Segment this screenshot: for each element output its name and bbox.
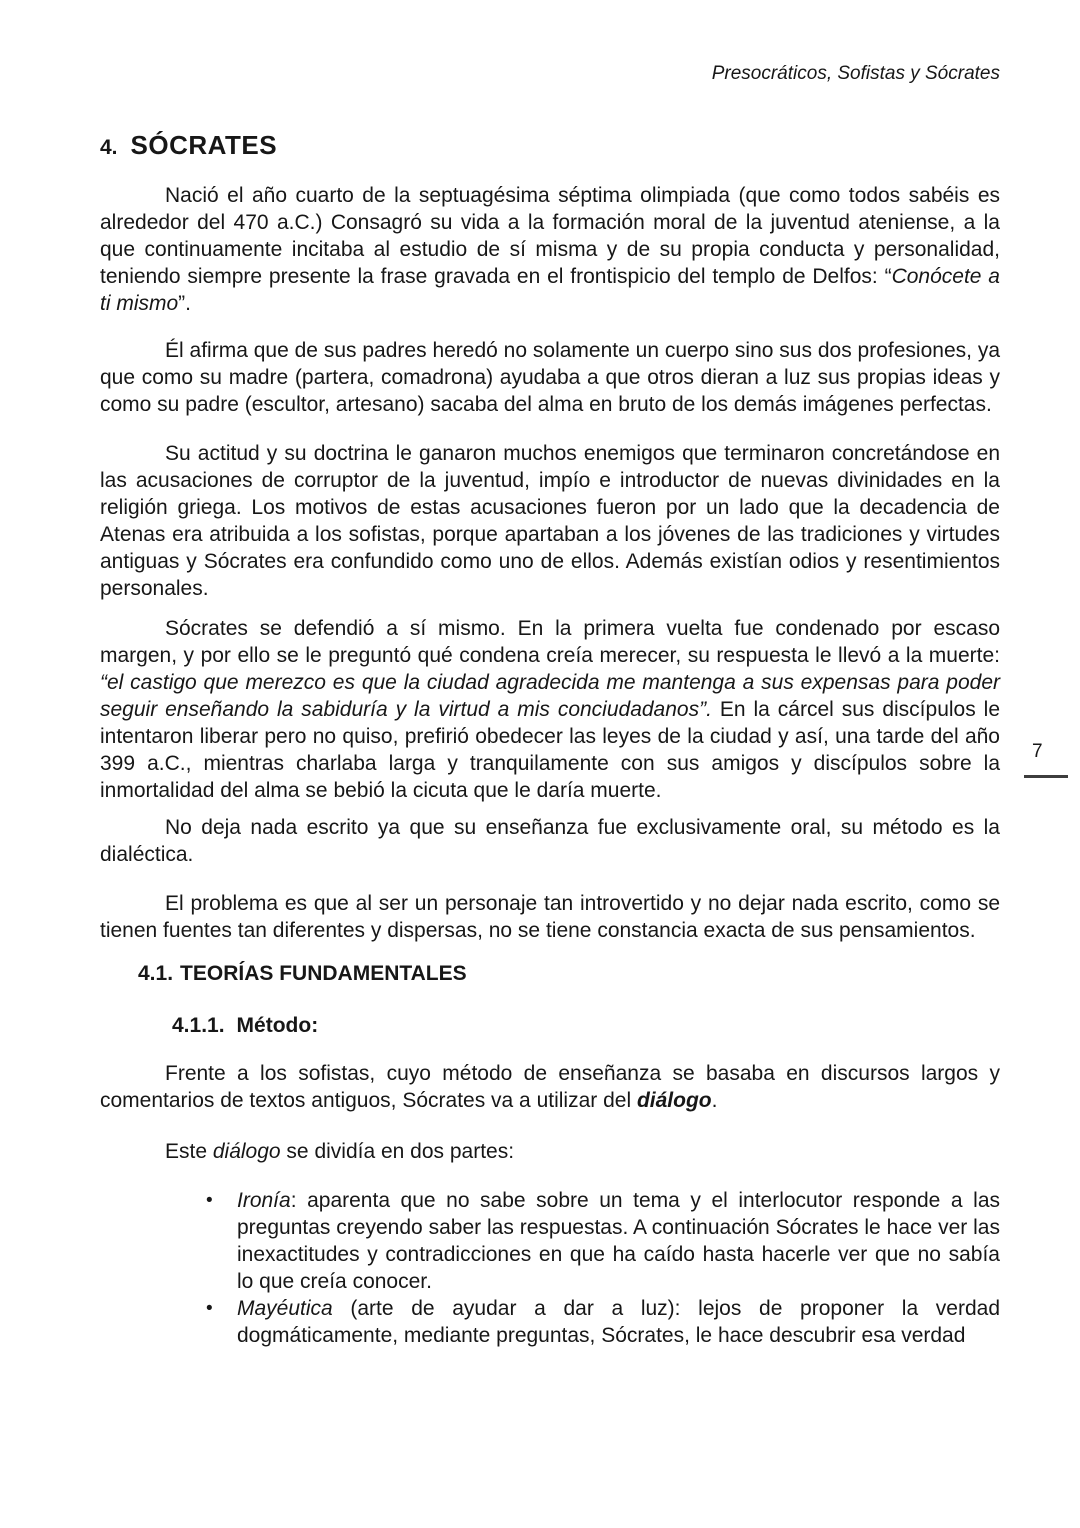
page-number-value: 7 xyxy=(1032,741,1043,762)
subsubsection-heading-metodo xyxy=(172,1012,1000,1039)
paragraph-enemies: Su actitud y su doctrina le ganaron muchos enemigos que terminaron concretándose en las acusaciones de corruptor de la juventud, impío e introductor de nuevas divinidades en la religión griega. Los motivos de estas acusaciones fueron por un lado que la decadencia de Atenas era atribuida a los sofistas, porque apartaban a los jóvenes de las tradiciones y virtudes antiguas y Sócrates era confundido como uno de ellos. Además existían odios y resentimientos personales. xyxy=(100,442,1000,600)
paragraph-sources: El problema es que al ser un personaje tan introvertido y no dejar nada escrito, como se tienen fuentes tan diferentes y dispersas, no se tiene constancia exacta de sus pensamientos. xyxy=(100,892,1000,942)
subsection-heading-teorias xyxy=(138,960,1000,987)
paragraph-oral-teaching: No deja nada escrito ya que su enseñanza fue exclusivamente oral, su método es la dialéctica. xyxy=(100,816,1000,866)
paragraph-birth: Nació el año cuarto de la septuagésima séptima olimpiada (que como todos sabéis es alrededor del 470 a.C.) Consagró su vida a la formación moral de la juventud ateniense, a la que continuamente incitaba al estudio de sí misma y de su propia conducta y personalidad, teniendo siempre presente la frase gravada en el frontispicio del templo de Delfos: “Conócete a ti mismo”. xyxy=(100,184,1000,315)
section-title: SÓCRATES xyxy=(130,130,278,160)
section-heading xyxy=(100,127,1000,164)
subsubsection-number: 4.1.1. xyxy=(172,1014,225,1037)
section-number: 4. xyxy=(100,136,118,159)
subsection-number: 4.1. xyxy=(138,962,174,985)
bullet-icon: • xyxy=(206,1298,213,1319)
page-header xyxy=(100,63,1000,85)
paragraph-parents: Él afirma que de sus padres heredó no solamente un cuerpo sino sus dos profesiones, ya que como su madre (partera, comadrona) ayudaba a que otros dieran a luz sus propias ideas y como su padre (escultor, artesano) sacaba del alma en bruto de los demás imágenes perfectas. xyxy=(100,339,1000,416)
page-number-rule xyxy=(1024,775,1068,778)
paragraph-dos-partes: Este diálogo se dividía en dos partes: xyxy=(165,1140,515,1163)
dialog-parts-list xyxy=(206,1187,1000,1349)
paragraph-trial-death: Sócrates se defendió a sí mismo. En la primera vuelta fue condenado por escaso margen, y por ello se le preguntó qué condena creía merecer, su respuesta le llevó a la muerte: “el castigo que merezco es que la ciudad agradecida me mantenga a sus expensas para poder seguir enseñando la sabiduría y la virtud a mis conciudadanos”. En la cárcel sus discípulos le intentaron liberar pero no quiso, prefirió obedecer las leyes de la ciudad y así, una tarde del año 399 a.C., mientras charlaba larga y tranquilamente con sus amigos y discípulos sobre la inmortalidad del alma se bebió la cicuta que le daría muerte. xyxy=(100,617,1001,802)
bullet-icon: • xyxy=(206,1190,213,1211)
page-number xyxy=(1024,740,1072,778)
paragraph-dialogo: Frente a los sofistas, cuyo método de enseñanza se basaba en discursos largos y comentarios de textos antiguos, Sócrates va a utilizar del diálogo. xyxy=(100,1062,1000,1112)
list-item-ironia: • Ironía: aparenta que no sabe sobre un tema y el interlocutor responde a las preguntas creyendo saber las respuestas. A continuación Sócrates le hace ver las inexactitudes y contradicciones en que ha caído hasta hacerle ver que no sabía lo que creía conocer. xyxy=(206,1189,1000,1293)
list-item-mayeutica: • Mayéutica (arte de ayudar a dar a luz): lejos de proponer la verdad dogmáticamente, mediante preguntas, Sócrates, le hace descubrir esa verdad xyxy=(206,1297,1000,1347)
subsubsection-title: Método: xyxy=(236,1014,319,1037)
subsection-title: TEORÍAS FUNDAMENTALES xyxy=(180,962,467,985)
running-header-title: Presocráticos, Sofistas y Sócrates xyxy=(711,63,1000,84)
